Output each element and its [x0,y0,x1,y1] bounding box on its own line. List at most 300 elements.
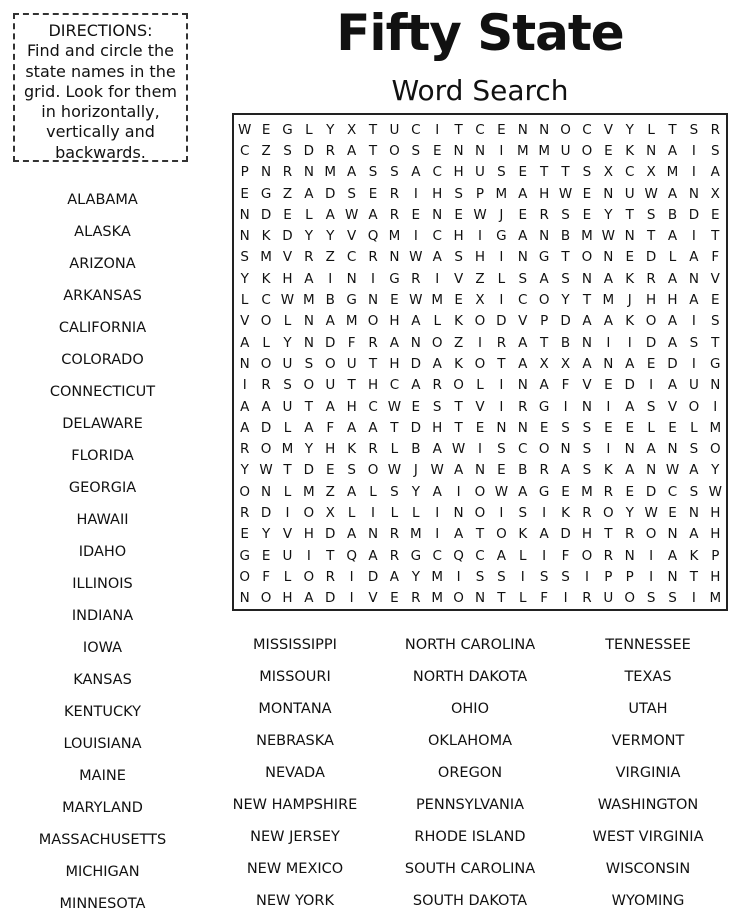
grid-letter[interactable]: B [560,334,571,351]
grid-letter[interactable]: I [649,547,654,564]
grid-letter[interactable]: W [409,292,423,309]
grid-letter[interactable]: M [495,185,508,202]
grid-letter[interactable]: C [475,121,485,138]
grid-letter[interactable]: E [411,398,421,415]
grid-letter[interactable]: W [473,206,487,223]
grid-letter[interactable]: T [283,462,292,479]
grid-letter[interactable]: A [432,355,442,372]
grid-letter[interactable]: K [689,547,699,564]
grid-letter[interactable]: N [474,462,486,479]
grid-letter[interactable]: K [625,313,635,330]
grid-letter[interactable]: H [367,377,379,394]
grid-letter[interactable]: V [240,313,250,330]
grid-letter[interactable]: E [561,483,570,500]
grid-letter[interactable]: S [497,164,506,181]
grid-letter[interactable]: R [710,121,720,138]
grid-letter[interactable]: K [561,504,570,521]
grid-letter[interactable]: N [688,504,699,521]
grid-letter[interactable]: E [240,185,249,202]
grid-letter[interactable]: H [389,313,400,330]
grid-letter[interactable]: A [368,547,378,564]
grid-letter[interactable]: A [667,313,678,330]
grid-letter[interactable]: D [624,377,635,394]
grid-letter[interactable]: O [260,355,272,372]
grid-letter[interactable]: O [431,334,443,351]
grid-letter[interactable]: N [453,504,464,521]
grid-letter[interactable]: U [282,398,293,415]
grid-letter[interactable]: D [410,419,422,436]
grid-letter[interactable]: F [262,568,270,585]
grid-letter[interactable]: S [561,568,570,585]
grid-letter[interactable]: K [625,142,635,159]
grid-letter[interactable]: H [325,441,336,458]
grid-letter[interactable]: I [499,292,504,309]
grid-letter[interactable]: D [303,142,315,159]
grid-letter[interactable]: R [389,526,400,543]
grid-letter[interactable]: L [647,121,655,138]
grid-letter[interactable]: Z [282,185,293,202]
grid-letter[interactable]: I [242,377,247,394]
grid-letter[interactable]: W [238,121,252,138]
grid-letter[interactable]: E [668,504,677,521]
grid-letter[interactable]: W [280,292,295,309]
grid-letter[interactable]: S [283,142,292,159]
grid-letter[interactable]: A [603,270,613,287]
grid-letter[interactable]: N [474,142,486,159]
grid-letter[interactable]: Z [453,334,464,351]
grid-letter[interactable]: M [581,483,593,500]
grid-letter[interactable]: O [496,526,507,543]
grid-letter[interactable]: N [239,590,250,607]
grid-letter[interactable]: Y [326,121,335,138]
grid-letter[interactable]: Y [304,228,313,245]
grid-letter[interactable]: O [239,568,251,585]
grid-letter[interactable]: O [581,249,593,266]
grid-letter[interactable]: E [646,355,656,372]
grid-letter[interactable]: O [474,355,486,372]
grid-letter[interactable]: N [688,185,699,202]
grid-letter[interactable]: S [689,121,699,138]
grid-letter[interactable]: D [325,185,336,202]
grid-letter[interactable]: S [561,270,570,287]
grid-letter[interactable]: T [561,164,570,181]
grid-letter[interactable]: D [410,355,422,372]
grid-letter[interactable]: D [260,504,272,521]
grid-letter[interactable]: R [261,377,271,394]
grid-letter[interactable]: S [240,249,249,266]
grid-letter[interactable]: C [475,547,485,564]
grid-letter[interactable]: I [563,590,568,607]
grid-letter[interactable]: O [260,441,272,458]
grid-letter[interactable]: S [539,568,549,585]
grid-letter[interactable]: F [561,547,570,564]
grid-letter[interactable]: A [240,398,250,415]
grid-letter[interactable]: N [667,441,678,458]
grid-letter[interactable]: N [517,419,528,436]
grid-letter[interactable]: B [667,206,678,223]
grid-letter[interactable]: L [476,377,484,394]
grid-letter[interactable]: W [558,185,573,202]
grid-letter[interactable]: W [387,462,402,479]
grid-letter[interactable]: W [344,206,359,223]
grid-letter[interactable]: S [368,164,378,181]
grid-letter[interactable]: K [603,462,613,479]
grid-letter[interactable]: I [499,377,504,394]
grid-letter[interactable]: D [260,206,272,223]
grid-letter[interactable]: A [646,441,656,458]
grid-letter[interactable]: I [542,504,547,521]
grid-letter[interactable]: L [690,419,698,436]
grid-letter[interactable]: I [435,504,440,521]
grid-letter[interactable]: S [518,504,528,521]
grid-letter[interactable]: L [412,504,420,521]
grid-letter[interactable]: N [603,185,614,202]
grid-letter[interactable]: A [304,185,314,202]
grid-letter[interactable]: T [475,526,485,543]
grid-letter[interactable]: O [260,590,272,607]
grid-letter[interactable]: C [239,142,250,159]
grid-letter[interactable]: Y [604,206,613,223]
grid-letter[interactable]: T [368,121,378,138]
grid-letter[interactable]: U [282,355,293,372]
grid-letter[interactable]: E [625,249,634,266]
grid-letter[interactable]: A [518,355,528,372]
grid-letter[interactable]: E [518,206,528,223]
grid-letter[interactable]: M [431,292,444,309]
grid-letter[interactable]: L [240,292,249,309]
grid-letter[interactable]: R [518,398,528,415]
grid-letter[interactable]: M [388,228,401,245]
grid-letter[interactable]: T [497,590,506,607]
grid-letter[interactable]: I [435,526,440,543]
grid-letter[interactable]: A [240,334,250,351]
grid-letter[interactable]: K [347,441,357,458]
grid-letter[interactable]: A [389,334,400,351]
grid-letter[interactable]: L [433,313,441,330]
grid-letter[interactable]: H [303,526,314,543]
grid-letter[interactable]: D [560,313,571,330]
grid-letter[interactable]: E [604,377,613,394]
grid-letter[interactable]: N [303,313,314,330]
grid-letter[interactable]: L [519,547,527,564]
grid-letter[interactable]: V [518,313,528,330]
grid-letter[interactable]: M [303,483,315,500]
grid-letter[interactable]: N [346,270,357,287]
grid-letter[interactable]: O [645,526,657,543]
grid-letter[interactable]: T [454,121,463,138]
grid-letter[interactable]: I [691,313,696,330]
grid-letter[interactable]: A [432,249,442,266]
grid-letter[interactable]: Z [325,249,335,266]
grid-letter[interactable]: O [645,313,657,330]
grid-letter[interactable]: E [454,292,463,309]
grid-letter[interactable]: Q [346,547,357,564]
grid-letter[interactable]: T [368,142,378,159]
grid-letter[interactable]: E [711,292,720,309]
grid-letter[interactable]: T [454,419,463,436]
grid-letter[interactable]: K [625,270,635,287]
grid-letter[interactable]: T [711,228,720,245]
grid-letter[interactable]: I [499,142,504,159]
grid-letter[interactable]: I [691,142,696,159]
grid-letter[interactable]: E [582,206,592,223]
grid-letter[interactable]: K [261,270,271,287]
grid-letter[interactable]: B [325,292,335,309]
grid-letter[interactable]: L [519,590,527,607]
grid-letter[interactable]: W [430,462,444,479]
grid-letter[interactable]: O [624,590,636,607]
grid-letter[interactable]: S [347,462,356,479]
grid-letter[interactable]: Q [367,228,379,245]
grid-letter[interactable]: T [582,292,592,309]
grid-letter[interactable]: W [259,462,273,479]
grid-letter[interactable]: A [304,419,314,436]
grid-letter[interactable]: A [667,228,678,245]
grid-letter[interactable]: E [368,185,378,202]
grid-letter[interactable]: T [304,398,313,415]
grid-letter[interactable]: N [303,334,314,351]
grid-letter[interactable]: T [454,398,463,415]
grid-letter[interactable]: A [539,377,549,394]
grid-letter[interactable]: A [667,377,678,394]
grid-letter[interactable]: A [432,483,442,500]
grid-letter[interactable]: N [367,292,379,309]
grid-letter[interactable]: U [688,377,699,394]
grid-letter[interactable]: I [456,568,461,585]
grid-letter[interactable]: M [516,142,529,159]
grid-letter[interactable]: C [582,121,592,138]
grid-letter[interactable]: A [432,441,442,458]
grid-letter[interactable]: E [432,142,442,159]
grid-letter[interactable]: R [539,206,549,223]
grid-letter[interactable]: L [283,483,292,500]
grid-letter[interactable]: A [411,164,421,181]
grid-letter[interactable]: A [325,206,335,223]
grid-letter[interactable]: N [496,419,507,436]
grid-letter[interactable]: E [604,419,613,436]
grid-letter[interactable]: G [282,121,293,138]
grid-letter[interactable]: D [303,462,315,479]
grid-letter[interactable]: E [454,206,463,223]
grid-letter[interactable]: D [560,526,571,543]
grid-letter[interactable]: M [281,441,294,458]
grid-letter[interactable]: O [260,313,272,330]
grid-letter[interactable]: A [453,526,464,543]
grid-letter[interactable]: P [604,568,613,585]
grid-letter[interactable]: G [389,270,400,287]
grid-letter[interactable]: E [411,206,421,223]
grid-letter[interactable]: S [475,568,485,585]
grid-letter[interactable]: B [518,462,528,479]
grid-letter[interactable]: A [710,164,720,181]
grid-letter[interactable]: A [496,547,506,564]
grid-letter[interactable]: R [582,590,592,607]
grid-letter[interactable]: I [499,398,504,415]
grid-letter[interactable]: O [538,292,550,309]
grid-letter[interactable]: A [518,334,528,351]
grid-letter[interactable]: I [371,504,376,521]
grid-letter[interactable]: S [561,206,570,223]
grid-letter[interactable]: E [283,206,292,223]
grid-letter[interactable]: F [540,590,549,607]
grid-letter[interactable]: M [260,249,272,266]
grid-letter[interactable]: N [624,228,635,245]
grid-letter[interactable]: U [603,590,614,607]
grid-letter[interactable]: L [668,249,677,266]
grid-letter[interactable]: I [606,398,611,415]
grid-letter[interactable]: C [667,483,678,500]
grid-letter[interactable]: N [539,228,550,245]
grid-letter[interactable]: B [411,441,421,458]
grid-letter[interactable]: G [538,483,550,500]
grid-letter[interactable]: A [560,462,571,479]
grid-letter[interactable]: A [304,270,314,287]
grid-letter[interactable]: P [475,185,485,202]
grid-letter[interactable]: X [603,164,613,181]
grid-letter[interactable]: T [540,334,549,351]
grid-letter[interactable]: K [261,228,271,245]
grid-letter[interactable]: L [647,419,655,436]
grid-letter[interactable]: V [475,398,485,415]
grid-letter[interactable]: Y [304,441,313,458]
grid-letter[interactable]: R [646,270,656,287]
grid-letter[interactable]: R [240,441,250,458]
grid-letter[interactable]: A [689,526,699,543]
grid-letter[interactable]: A [689,292,699,309]
grid-letter[interactable]: S [347,185,356,202]
grid-letter[interactable]: T [390,419,399,436]
grid-letter[interactable]: N [517,377,528,394]
grid-letter[interactable]: A [625,355,635,372]
grid-letter[interactable]: H [453,228,464,245]
grid-letter[interactable]: C [625,164,635,181]
grid-letter[interactable]: R [582,504,592,521]
grid-letter[interactable]: R [496,334,507,351]
grid-letter[interactable]: R [282,164,293,181]
grid-letter[interactable]: S [454,185,463,202]
grid-letter[interactable]: K [454,355,464,372]
grid-letter[interactable]: I [627,334,632,351]
grid-letter[interactable]: A [240,419,250,436]
grid-letter[interactable]: H [282,270,293,287]
grid-letter[interactable]: I [285,504,290,521]
grid-letter[interactable]: O [453,590,464,607]
grid-letter[interactable]: I [306,547,311,564]
grid-letter[interactable]: N [603,355,614,372]
grid-letter[interactable]: E [582,185,592,202]
grid-letter[interactable]: F [326,419,335,436]
grid-letter[interactable]: N [410,334,421,351]
grid-letter[interactable]: H [710,568,721,585]
grid-letter[interactable]: A [518,228,528,245]
grid-letter[interactable]: M [709,590,722,607]
grid-letter[interactable]: O [324,355,336,372]
grid-letter[interactable]: A [689,462,699,479]
grid-letter[interactable]: G [346,292,357,309]
grid-letter[interactable]: N [560,441,571,458]
grid-letter[interactable]: N [646,462,657,479]
grid-letter[interactable]: G [239,547,250,564]
grid-letter[interactable]: N [517,249,528,266]
grid-letter[interactable]: A [347,164,357,181]
grid-letter[interactable]: Y [240,462,249,479]
grid-letter[interactable]: O [367,462,379,479]
grid-letter[interactable]: R [411,590,421,607]
grid-letter[interactable]: E [497,121,506,138]
grid-letter[interactable]: N [474,590,486,607]
grid-letter[interactable]: E [390,590,399,607]
grid-letter[interactable]: T [326,547,335,564]
grid-letter[interactable]: D [367,568,379,585]
grid-letter[interactable]: D [260,419,272,436]
grid-letter[interactable]: I [349,590,354,607]
grid-letter[interactable]: A [539,270,549,287]
grid-letter[interactable]: A [368,419,378,436]
grid-letter[interactable]: I [563,398,568,415]
grid-letter[interactable]: A [325,313,335,330]
grid-letter[interactable]: S [711,313,720,330]
grid-letter[interactable]: M [666,164,679,181]
grid-letter[interactable]: X [347,121,357,138]
grid-letter[interactable]: U [325,377,336,394]
grid-letter[interactable]: T [347,377,356,394]
grid-letter[interactable]: S [561,419,570,436]
grid-letter[interactable]: E [711,206,720,223]
grid-letter[interactable]: R [432,377,442,394]
grid-letter[interactable]: T [625,206,634,223]
grid-letter[interactable]: H [453,164,464,181]
grid-letter[interactable]: S [390,483,399,500]
grid-letter[interactable]: F [347,334,356,351]
grid-letter[interactable]: N [539,121,550,138]
grid-letter[interactable]: I [435,270,440,287]
grid-letter[interactable]: Z [325,483,335,500]
grid-letter[interactable]: O [688,398,700,415]
grid-letter[interactable]: N [646,142,657,159]
grid-letter[interactable]: W [708,483,722,500]
grid-letter[interactable]: S [283,377,292,394]
grid-letter[interactable]: H [646,292,657,309]
grid-letter[interactable]: S [689,441,699,458]
grid-letter[interactable]: W [494,483,509,500]
grid-letter[interactable]: Y [411,483,420,500]
grid-letter[interactable]: R [240,504,250,521]
grid-letter[interactable]: S [689,483,699,500]
grid-letter[interactable]: D [325,526,336,543]
grid-letter[interactable]: O [303,568,315,585]
grid-letter[interactable]: A [347,142,357,159]
grid-letter[interactable]: I [456,483,461,500]
grid-letter[interactable]: U [389,121,400,138]
grid-letter[interactable]: Y [326,228,335,245]
grid-letter[interactable]: D [282,228,293,245]
grid-letter[interactable]: S [497,441,506,458]
grid-letter[interactable]: S [668,590,677,607]
grid-letter[interactable]: O [581,142,593,159]
grid-letter[interactable]: S [582,419,592,436]
grid-letter[interactable]: U [475,164,485,181]
grid-letter[interactable]: A [667,185,678,202]
grid-letter[interactable]: L [390,441,399,458]
grid-letter[interactable]: A [347,483,357,500]
grid-letter[interactable]: A [667,142,678,159]
grid-letter[interactable]: A [582,355,592,372]
grid-letter[interactable]: O [560,121,571,138]
grid-letter[interactable]: T [540,164,549,181]
grid-letter[interactable]: E [261,547,271,564]
grid-letter[interactable]: H [346,398,357,415]
grid-letter[interactable]: N [710,377,721,394]
